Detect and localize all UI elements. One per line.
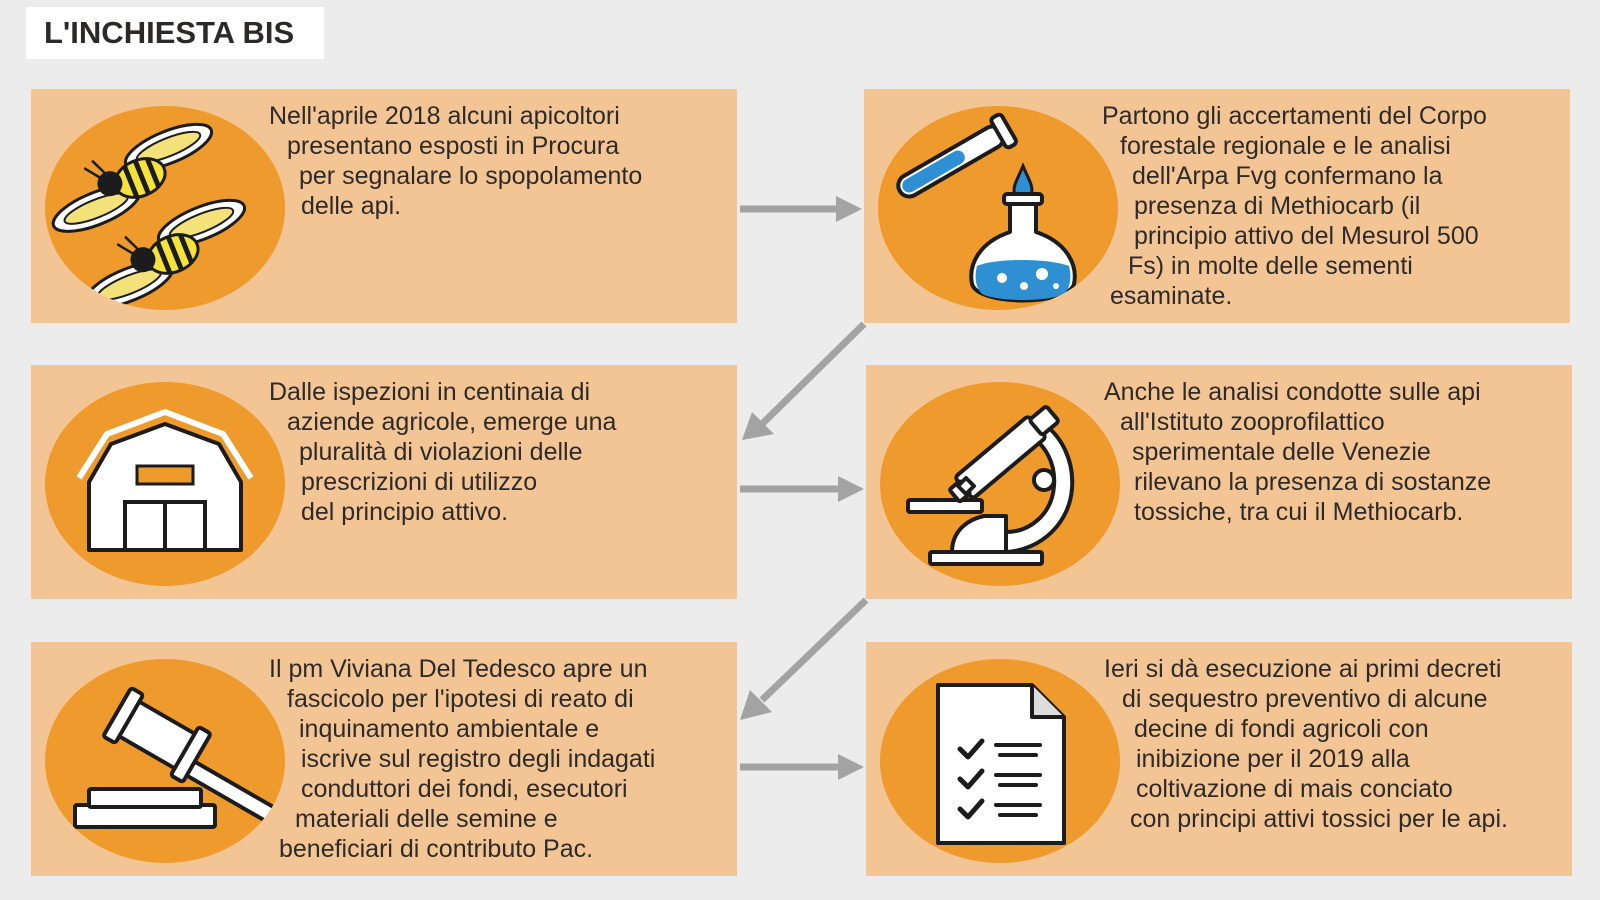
step-4-text	[1104, 377, 1574, 527]
step-3-icon-circle	[45, 382, 285, 586]
step-2-line: Partono gli accertamenti del Corpo	[1102, 102, 1487, 130]
step-5-line: beneficiari di contributo Pac.	[279, 835, 594, 863]
step-5-text	[269, 654, 739, 864]
step-6-line: con principi attivi tossici per le api.	[1130, 805, 1508, 833]
step-1-line: per segnalare lo spopolamento	[299, 162, 643, 190]
step-panel-4	[866, 365, 1572, 599]
step-3-line: pluralità di violazioni delle	[299, 438, 583, 466]
step-6-line: di sequestro preventivo di alcune	[1122, 685, 1488, 713]
step-2-text	[1102, 101, 1572, 311]
bees-icon	[45, 106, 285, 310]
step-2-line: esaminate.	[1110, 282, 1233, 310]
step-2-line: principio attivo del Mesurol 500	[1134, 222, 1479, 250]
step-5-line: fascicolo per l'ipotesi di reato di	[287, 685, 634, 713]
step-5-line: iscrive sul registro degli indagati	[301, 745, 656, 773]
step-2-line: forestale regionale e le analisi	[1120, 132, 1451, 160]
step-3-line: del principio attivo.	[301, 498, 509, 526]
arrow-head	[838, 754, 864, 780]
step-2-line: Fs) in molte delle sementi	[1128, 252, 1413, 280]
step-3-line: Dalle ispezioni in centinaia di	[269, 378, 591, 406]
step-4-line: sperimentale delle Venezie	[1132, 438, 1431, 466]
step-5-line: Il pm Viviana Del Tedesco apre un	[269, 655, 648, 683]
title-box	[26, 7, 324, 59]
page-title: L'INCHIESTA BIS	[44, 15, 295, 50]
barn-icon	[45, 382, 285, 586]
step-1-line: Nell'aprile 2018 alcuni apicoltori	[269, 102, 620, 130]
arrow-head	[838, 476, 864, 502]
arrow-head	[836, 196, 862, 222]
step-panel-6	[866, 642, 1572, 876]
microscope-icon	[880, 382, 1120, 586]
step-6-line: decine di fondi agricoli con	[1134, 715, 1429, 743]
step-1-icon-circle	[45, 106, 285, 310]
arrow-2-to-3	[762, 324, 864, 424]
step-2-line: presenza di Methiocarb (il	[1134, 192, 1421, 220]
step-panel-3	[31, 365, 737, 599]
step-panel-5	[31, 642, 737, 876]
step-panel-1	[31, 89, 737, 323]
gavel-icon	[45, 659, 285, 863]
step-4-line: Anche le analisi condotte sulle api	[1104, 378, 1481, 406]
step-5-line: materiali delle semine e	[295, 805, 558, 833]
step-2-icon-circle	[878, 106, 1118, 310]
step-6-line: Ieri si dà esecuzione ai primi decreti	[1104, 655, 1502, 683]
lab-flask-icon	[878, 106, 1118, 310]
step-panel-2	[864, 89, 1570, 323]
arrow-head	[740, 690, 772, 720]
step-4-line: rilevano la presenza di sostanze	[1134, 468, 1492, 496]
step-3-line: aziende agricole, emerge una	[287, 408, 617, 436]
step-6-line: inibizione per il 2019 alla	[1136, 745, 1410, 773]
step-6-line: coltivazione di mais conciato	[1136, 775, 1453, 803]
step-3-line: prescrizioni di utilizzo	[301, 468, 538, 496]
arrow-4-to-5	[762, 600, 866, 700]
step-1-line: delle api.	[301, 192, 402, 220]
step-5-icon-circle	[45, 659, 285, 863]
step-5-line: conduttori dei fondi, esecutori	[301, 775, 628, 803]
step-2-line: dell'Arpa Fvg confermano la	[1132, 162, 1443, 190]
step-6-text	[1104, 654, 1574, 834]
step-3-text	[269, 377, 739, 527]
step-4-line: tossiche, tra cui il Methiocarb.	[1134, 498, 1464, 526]
step-4-icon-circle	[880, 382, 1120, 586]
step-1-text	[269, 101, 739, 221]
step-5-line: inquinamento ambientale e	[299, 715, 600, 743]
arrow-head	[742, 412, 774, 440]
step-1-line: presentano esposti in Procura	[287, 132, 620, 160]
step-6-icon-circle	[880, 659, 1120, 863]
step-4-line: all'Istituto zooprofilattico	[1120, 408, 1385, 436]
checklist-document-icon	[880, 659, 1120, 863]
